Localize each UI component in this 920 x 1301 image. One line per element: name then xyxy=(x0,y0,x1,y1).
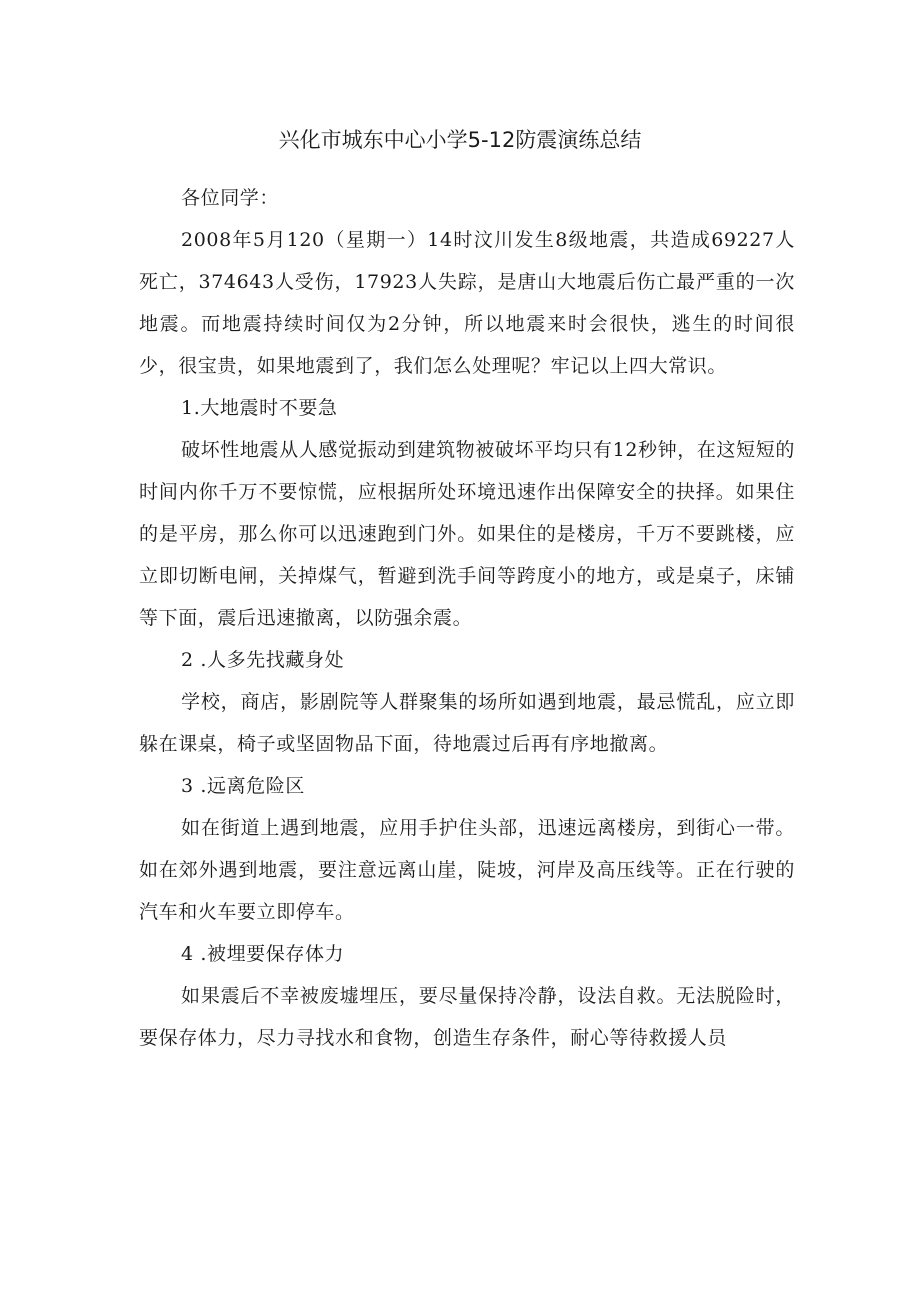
section-heading-3: 3 .远离危险区 xyxy=(181,775,305,797)
section-heading-1: 1.大地震时不要急 xyxy=(181,397,338,419)
section-text-4: 如果震后不幸被废墟埋压，要尽量保持冷静，设法自救。无法脱险时，要保存体力，尽力寻找水和食物，创造生存条件，耐心等待救援人员 xyxy=(139,985,795,1049)
document-title: 兴化市城东中心小学5-12防震演练总结 xyxy=(278,128,642,152)
greeting: 各位同学： xyxy=(181,187,280,209)
document-body xyxy=(139,177,795,1059)
section-heading-2: 2 .人多先找藏身处 xyxy=(181,649,345,671)
section-heading-4: 4 .被埋要保存体力 xyxy=(181,943,345,965)
section-text-2: 学校，商店，影剧院等人群聚集的场所如遇到地震，最忌慌乱，应立即躲在课桌，椅子或坚固物品下面，待地震过后再有序地撤离。 xyxy=(139,691,795,755)
section-text-3: 如在街道上遇到地震，应用手护住头部，迅速远离楼房，到街心一带。如在郊外遇到地震，要注意远离山崖，陡坡，河岸及高压线等。正在行驶的汽车和火车要立即停车。 xyxy=(139,817,795,923)
intro-paragraph: 2008年5月120（星期一）14时汶川发生8级地震，共造成69227人死亡，374643人受伤，17923人失踪，是唐山大地震后伤亡最严重的一次地震。而地震持续时间仅为2分钟，所以地震来时会很快，逃生的时间很少，很宝贵，如果地震到了，我们怎么处理呢？牢记以上四大常识。 xyxy=(139,229,795,377)
section-text-1: 破坏性地震从人感觉振动到建筑物被破坏平均只有12秒钟，在这短短的时间内你千万不要惊慌，应根据所处环境迅速作出保障安全的抉择。如果住的是平房，那么你可以迅速跑到门外。如果住的是楼房，千万不要跳楼，应立即切断电闸，关掉煤气，暂避到洗手间等跨度小的地方，或是桌子，床铺等下面，震后迅速撤离，以防强余震。 xyxy=(139,439,795,629)
